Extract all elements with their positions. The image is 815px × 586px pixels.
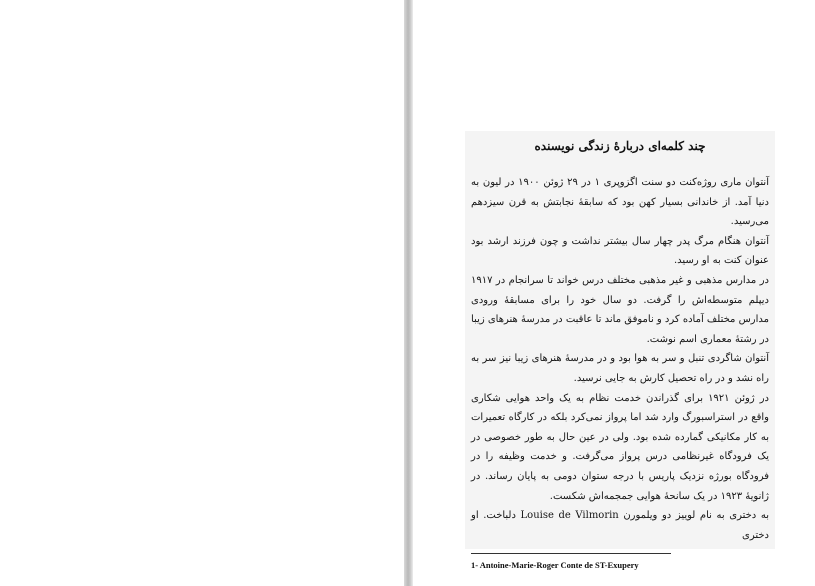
chapter-title: چند کلمه‌ای دربارهٔ زندگی نویسنده xyxy=(534,139,706,153)
paragraph-1: آنتوان ماری روژه‌کنت دو سنت اگزوپری ۱ در ۲۹ ژوئن ۱۹۰۰ در لیون به دنیا آمد. از خاندانی بسیار کهن بود که سابقهٔ نجابتش به قرن سیزدهم می‌رسید. xyxy=(471,177,769,228)
scanned-page xyxy=(465,131,775,571)
paragraph-5: در ژوئن ۱۹۲۱ برای گذراندن خدمت نظام به یک واحد هوایی شکاری واقع در استراسبورگ وارد شد اما پرواز نمی‌کرد بلکه در کارگاه تعمیرات به کار مکانیکی گمارده شده بود. ولی در عین حال به طور خصوصی در یک فرودگاه غیرنظامی درس پرواز می‌گرفت. و خدمت وظیفه را در فرودگاه بورژه نزدیک پاریس با درجه ستوان دومی به پایان رساند. در ژانویهٔ ۱۹۲۳ در یک سانحهٔ هوایی جمجمه‌اش شکست. xyxy=(471,392,769,502)
footnote: 1- Antoine-Marie-Roger Conte de ST-Exupery xyxy=(471,560,639,571)
body-text xyxy=(471,173,769,545)
right-page xyxy=(413,0,815,586)
left-page xyxy=(0,0,404,586)
book-gutter xyxy=(404,0,413,586)
paragraph-6: به دختری به نام لوییز دو ویلمورن Louise de Vilmorin دلباخت. او دختری xyxy=(471,510,769,541)
paragraph-4: آنتوان شاگردی تنبل و سر به هوا بود و در مدرسهٔ هنرهای زیبا نیز سر به راه نشد و در راه تحصیل کارش به جایی نرسید. xyxy=(471,353,769,384)
footnote-divider xyxy=(471,553,671,554)
paragraph-3: در مدارس مذهبی و غیر مذهبی مختلف درس خواند تا سرانجام در ۱۹۱۷ دیپلم متوسطه‌اش را گرفت. دو سال خود را برای مسابقهٔ ورودی مدارس مختلف آماده کرد و ناموفق ماند تا عاقبت در مدرسهٔ هنرهای زیبا در رشتهٔ معماری اسم نوشت. xyxy=(471,274,769,345)
paragraph-2: آنتوان هنگام مرگ پدر چهار سال بیشتر نداشت و چون فرزند ارشد بود عنوان کنت به او رسید. xyxy=(471,235,769,267)
